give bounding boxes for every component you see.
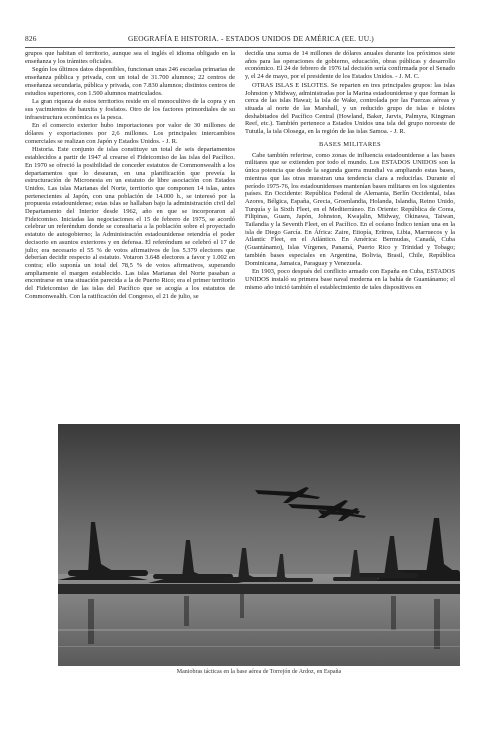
section-heading: BASES MILITARES [319,140,381,148]
paragraph: En 1903, poco después del conflicto armado con España en Cuba, ESTADOS UNIDOS instaló su primera base naval moderna en la bahía de Guantánamo; el mismo año inició también el establecimiento de tales dispositivos en [245,268,455,291]
airbase-photo [58,424,460,666]
paragraph: La gran riqueza de estos territorios reside en el monocultivo de la copra y en sus yacimientos de bauxita y fosfatos. Otro de los factores primordiales de su infraestructura económica es la pesca. [25,98,235,121]
paragraph: Cabe también referirse, como zonas de influencia estadounidense a las bases militares que se extienden por todo el mundo. Los ESTADOS UNIDOS son la única potencia que desde la segunda guerra mundial va ampliando estas bases, mientras que las otras muestran una tendencia clara a reducirlas. Durante el período 1975-76, los estadounidenses mantenían bases militares en los siguientes países. En Occidente: República Federal de Alemania, Berlín Occidental, islas Azores, Bélgica, España, Grecia, Groenlandia, Holanda, Islandia, Reino Unido, Turquía y la Sixth Fleet, en el Mediterráneo. En Oriente: República de Corea, Filipinas, Guam, Japón, Johnston, Kwajalin, Midway, Okinawa, Taiwan, Tailandia y la Seventh Fleet, en el Pacífico. En el océano Índico tenían una en la isla de Diego García. En África: Zaire, Etiopía, Eritrea, Libia, Marruecos y la Atlantic Fleet, en el Atlántico. En América: Bermudas, Canadá, Cuba (Guantánamo), Islas Vírgenes, Panamá, Puerto Rico y Trinidad y Tobago; también bases especiales en Argentina, Bolivia, Brasil, Chile, República Dominicana, Jamaica, Paraguay y Venezuela. [245,151,455,267]
running-title: GEOGRAFÍA E HISTORIA. - ESTADOS UNIDOS DE AMÉRICA (EE. UU.) [128,34,374,43]
right-column [245,50,455,301]
running-header [25,34,455,48]
page-number: 826 [25,34,37,43]
text-columns [25,50,455,301]
paragraph: grupos que habitan el territorio, aunque sea el inglés el idioma obligado en la enseñanza y los trámites oficiales. [25,50,235,65]
left-column [25,50,235,301]
paragraph: OTRAS ISLAS E ISLOTES. Se reparten en tres principales grupos: las islas Johnston y Midway, administradas por la Marina estadounidense y que forman la cerca de las islas Hawai; la isla de Wake, controlada por las Fuerzas aéreas y situada al norte de las Marshall, y un reducido grupo de islas e islotes deshabitados del Pacífico Central (Howland, Baker, Jarvis, Palmyra, Kingman Reef, etc.). También pertenece a Estados Unidos una isla del grupo noroeste de Tutuila, la isla Olosega, en la región de las islas Samoa. - J. R. [245,81,455,136]
paragraph: decidía una suma de 14 millones de dólares anuales durante los próximos siete años para las operaciones de gobierno, educación, obras públicas y desarrollo económico. El 24 de febrero de 1976 tal decisión sería confirmada por el Senado y, el 24 de mayo, por el presidente de los Estados Unidos. - J. M. C. [245,50,455,81]
photo-caption: Maniobras tácticas en la base aérea de Torrejón de Ardoz, en España [176,669,342,675]
paragraph: En el comercio exterior hubo importaciones por valor de 30 millones de dólares y exportaciones por 2,6 millones. Los principales intercambios comerciales se realizan con Japón y Estados Unidos. - J. R. [25,122,235,145]
paragraph: Según los últimos datos disponibles, funcionan unas 246 escuelas primarias de enseñanza pública y privada, con un total de 31.700 alumnos; 22 centros de enseñanza secundaria, pública y privada, con 7.830 alumnos; distintos centros de estudios superiores, con 1.500 alumnos matriculados. [25,66,235,97]
encyclopedia-page [25,34,455,684]
paragraph: Historia. Este conjunto de islas constituye un total de seis departamentos establecidos a partir de 1947 al crearse el Fideicomiso de las islas del Pacífico. En 1970 se ofreció la posibilidad de conceder estatutos de Commonwealth a los departamentos que lo desearan, en una planificación que preveía la estructuración de Micronesia en un estatuto de libre asociación con Estados Unidos. Las islas Marianas del Norte, territorio que componen 14 islas, antes pertenecientes al Japón, con una población de 14.000 h., se interesó por la propuesta estadounidense; estas islas se hallaban bajo la administración civil del Departamento del Interior desde 1962, año en que se incorporaron al Fideicomiso. Iniciadas las negociaciones el 15 de febrero de 1975, se acordó celebrar un referéndum donde se consultaría a la población sobre el proyectado estatuto de autogobierno; la Administración estadounidense retendría el poder decisorio en asuntos exteriores y en defensa. El referéndum se celebró el 17 de julio; era necesario el 55 % de votos afirmativos de los 5.379 electores que deberían decidir respecto al estatuto. Votaron 3.648 electores a favor y 1.002 en contra; ello suponía un total del 78,5 % de votos afirmativos, superando ampliamente el margen establecido. Las islas Marianas del Norte pasaban a encontrarse en una situación parecida a la de Puerto Rico; era el primer territorio del Fideicomiso de las islas del Pacífico que se acogía a los estatutos de Commonwealth. Con la ratificación del Congreso, el 21 de julio, se [25,146,235,300]
